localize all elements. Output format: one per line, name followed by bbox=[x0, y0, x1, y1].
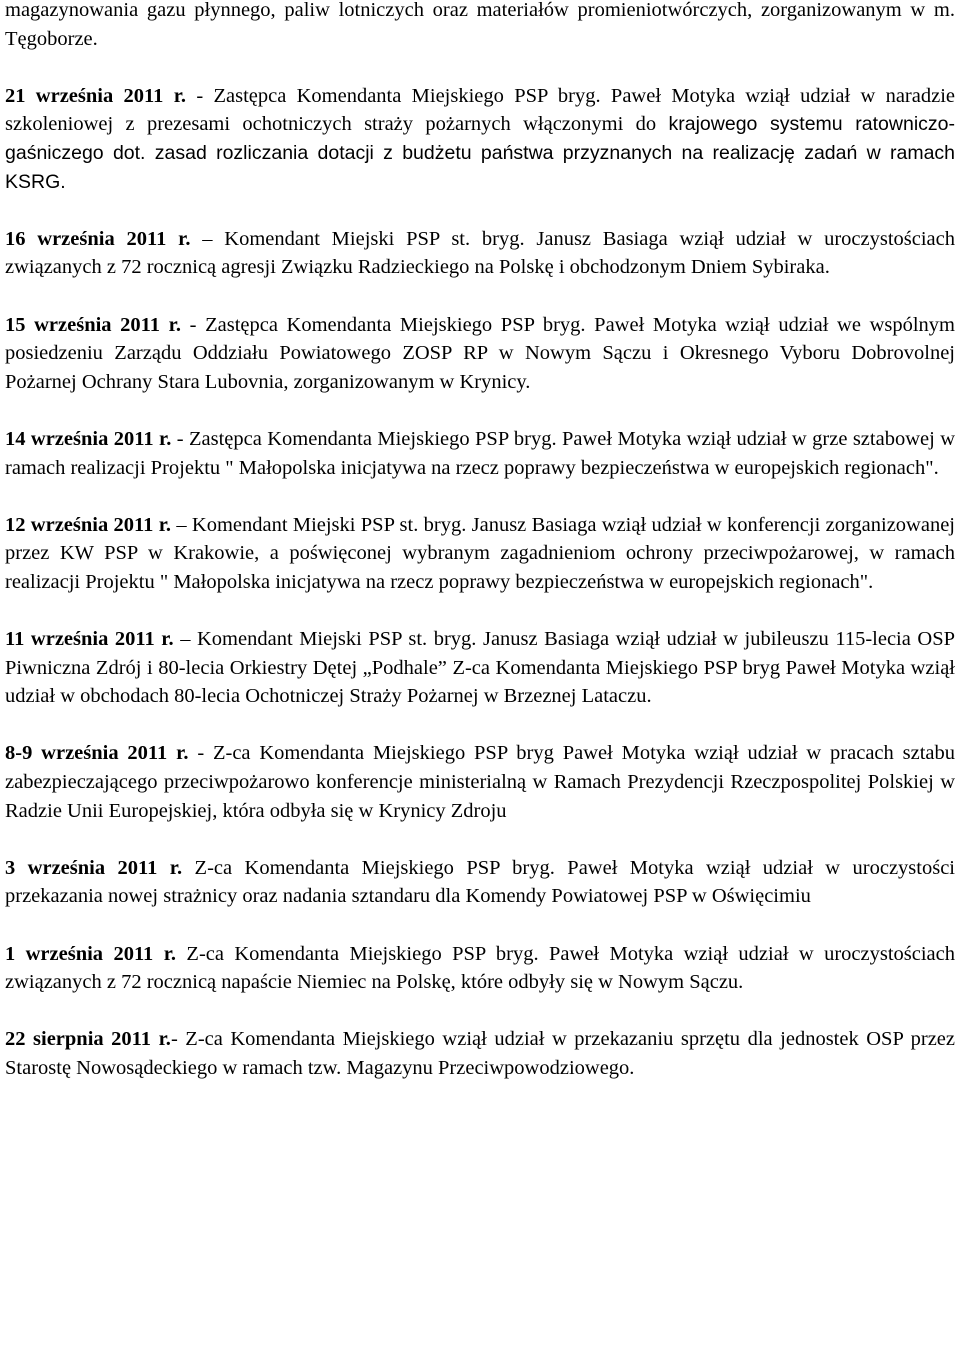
entry-text: - Zastępca Komendanta Miejskiego PSP bryg. Paweł Motyka wziął udział w grze sztabowej w ramach realizacji Projektu " Małopolska inicjatywa na rzecz poprawy bezpieczeństwa w europejskich regionach". bbox=[5, 427, 955, 479]
entry-date: 15 września 2011 r. bbox=[5, 313, 182, 336]
entry-text: – Komendant Miejski PSP st. bryg. Janusz Basiaga wziął udział w uroczystościach związanych z 72 rocznicą agresji Związku Radzieckiego na Polskę i obchodzonym Dniem Sybiraka. bbox=[5, 227, 955, 279]
entry-continuation bbox=[5, 0, 955, 53]
entry-text: – Komendant Miejski PSP st. bryg. Janusz Basiaga wziął udział w jubileuszu 115-lecia OSP Piwniczna Zdrój i 80-lecia Orkiestry Dętej „Podhale” Z-ca Komendanta Miejskiego PSP bryg Paweł Motyka wziął udział w obchodach 80-lecia Ochotniczej Straży Pożarnej w Brzeznej Lataczu. bbox=[5, 628, 955, 708]
entry-21-wrzesnia bbox=[5, 82, 955, 196]
entry-date: 21 września 2011 r. bbox=[5, 84, 187, 107]
entry-text: - Z-ca Komendanta Miejskiego wziął udział w przekazaniu sprzętu dla jednostek OSP przez Starostę Nowosądeckiego w ramach tzw. Magazynu Przeciwpowodziowego. bbox=[5, 1028, 955, 1079]
entry-date: 12 września 2011 r. bbox=[5, 513, 172, 536]
entry-text-serif: - Zastępca Komendanta Miejskiego PSP bryg. Paweł Motyka wziął udział w naradzie szkoleniowej z prezesami ochotniczych straży pożarnych włączonymi do bbox=[5, 84, 956, 136]
entry-date: 3 września 2011 r. bbox=[5, 856, 183, 879]
entry-22-sierpnia bbox=[5, 1025, 955, 1082]
entry-8-9-wrzesnia bbox=[5, 739, 955, 825]
entry-text: magazynowania gazu płynnego, paliw lotniczych oraz materiałów promieniotwórczych, zorganizowanym w m. Tęgoborze. bbox=[5, 0, 955, 50]
entry-text: Z-ca Komendanta Miejskiego PSP bryg. Paweł Motyka wziął udział w uroczystości przekazania nowej strażnicy oraz nadania sztandaru dla Komendy Powiatowej PSP w Oświęcimiu bbox=[5, 856, 955, 908]
entry-text-sans-tail: zasad rozliczania dotacji z budżetu państwa przyznanych na realizację zadań w ramach KSRG. bbox=[5, 141, 956, 193]
entry-text: - Zastępca Komendanta Miejskiego PSP bryg. Paweł Motyka wziął udział we wspólnym posiedzeniu Zarządu Oddziału Powiatowego ZOSP RP w Nowym Sączu i Okresnego Vyboru Dobrovolnej Pożarnej Ochrany Stara Lubovnia, zorganizowanym w Krynicy. bbox=[5, 313, 955, 393]
entry-text: - Z-ca Komendanta Miejskiego PSP bryg Paweł Motyka wziął udział w pracach sztabu zabezpieczającego przeciwpożarowo konferencje ministerialną w Ramach Prezydencji Rzeczpospolitej Polskiej w Radzie Unii Europejskiej, która odbyła się w Krynicy Zdroju bbox=[5, 742, 955, 822]
document-page bbox=[5, 0, 955, 1111]
entry-1-wrzesnia bbox=[5, 940, 955, 997]
entry-date: 1 września 2011 r. bbox=[5, 942, 177, 965]
entry-3-wrzesnia bbox=[5, 854, 955, 911]
entry-12-wrzesnia bbox=[5, 511, 955, 597]
entry-text: – Komendant Miejski PSP st. bryg. Janusz Basiaga wziął udział w konferencji zorganizowanej przez KW PSP w Krakowie, a poświęconej wybranym zagadnieniom ochrony przeciwpożarowej, w ramach realizacji Projektu " Małopolska inicjatywa na rzecz poprawy bezpieczeństwa w europejskich regionach". bbox=[5, 513, 955, 593]
entry-text-sans: krajowego systemu ratowniczo-gaśniczego dot. bbox=[5, 113, 955, 164]
entry-date: 14 września 2011 r. bbox=[5, 427, 172, 450]
entry-14-wrzesnia bbox=[5, 425, 955, 482]
entry-date: 8-9 września 2011 r. bbox=[5, 742, 189, 765]
entry-date: 16 września 2011 r. bbox=[5, 227, 191, 250]
entry-date: 22 sierpnia 2011 r. bbox=[5, 1028, 171, 1051]
entry-date: 11 września 2011 r. bbox=[5, 628, 174, 651]
entry-15-wrzesnia bbox=[5, 311, 955, 397]
entry-16-wrzesnia bbox=[5, 225, 955, 282]
entry-11-wrzesnia bbox=[5, 625, 955, 711]
entry-text: Z-ca Komendanta Miejskiego PSP bryg. Paweł Motyka wziął udział w uroczystościach związanych z 72 rocznicą napaście Niemiec na Polskę, które odbyły się w Nowym Sączu. bbox=[5, 942, 956, 994]
